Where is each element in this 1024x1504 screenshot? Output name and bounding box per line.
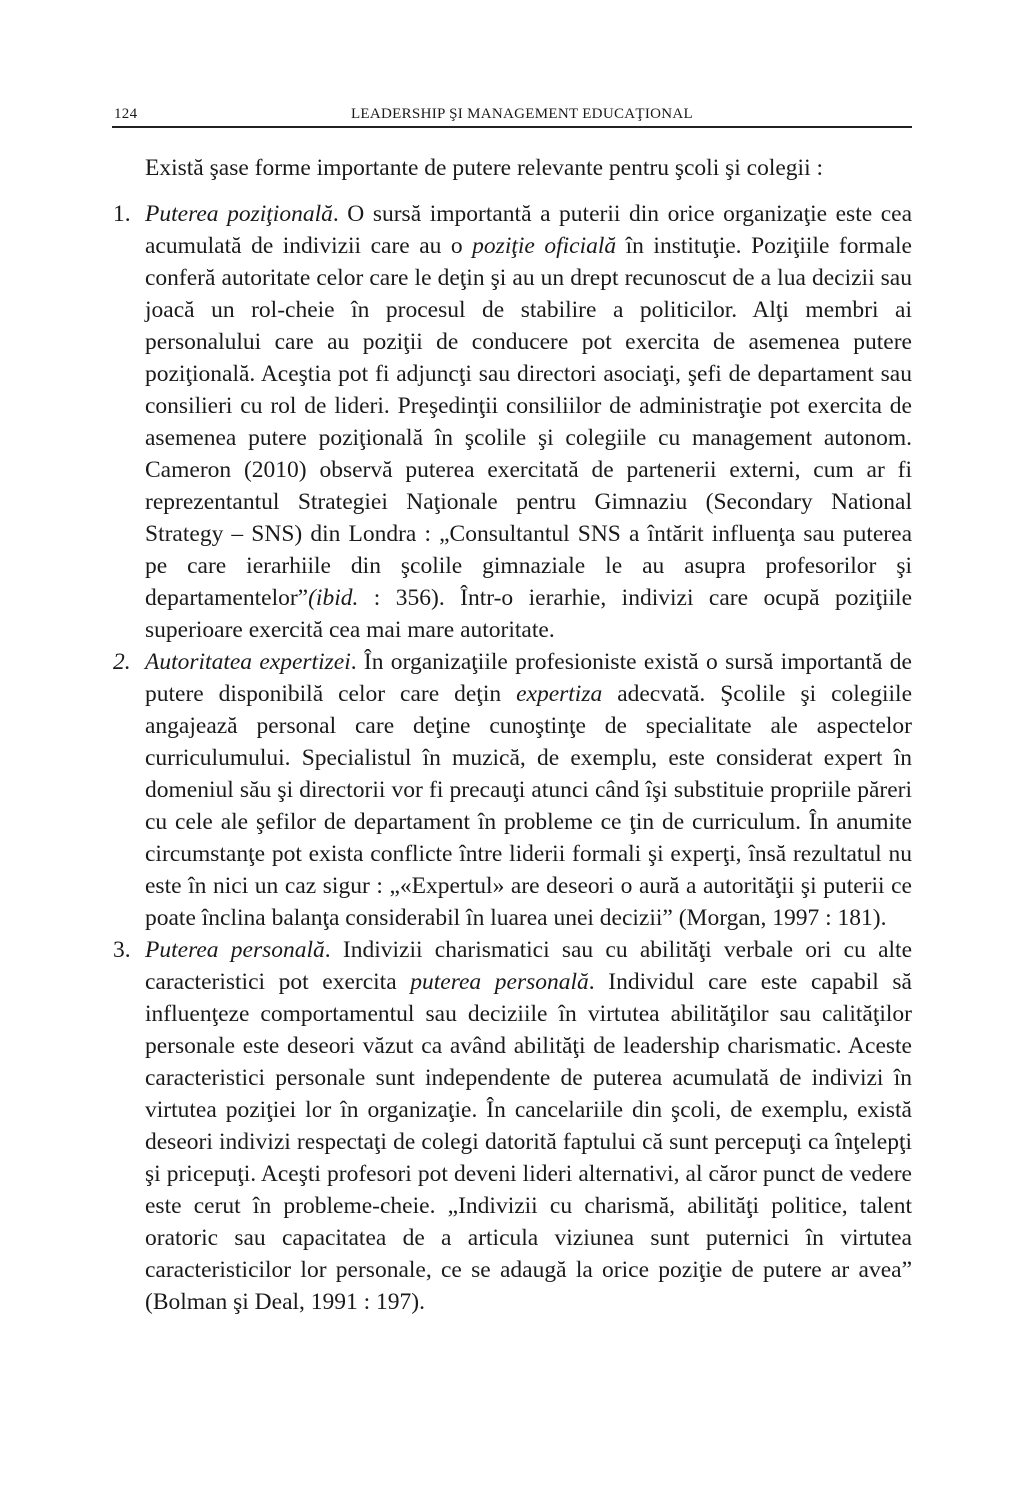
- item-number: 2.: [113, 649, 131, 675]
- page-number: 124: [114, 106, 138, 122]
- item-title: Autoritatea expertizei: [145, 649, 351, 675]
- intro-paragraph: Există şase forme importante de putere relevante pentru şcoli şi colegii :: [145, 155, 824, 181]
- text-run: . Individul care este capabil să influenţeze comportamentul sau deciziile în virtutea abilităţilor sau calităţilor personale este deseori văzut ca având abilităţi de leadership charismatic. Aceste caracteristici personale sunt independente de puterea acumulată de indivizi în virtutea poziţiei lor în organizaţie. În cancelariile din şcoli, de exemplu, există deseori indivizi respectaţi de colegi datorită faptului că sunt percepuţi ca înţelepţi şi pricepuţi. Aceşti profesori pot deveni lideri alternativi, al căror punct de vedere este cerut în probleme-cheie. „Indivizii cu charismă, abilităţi politice, talent oratoric sau capacitatea de a articula viziunea sunt puternici în virtutea caracteristicilor lor personale, ce se adaugă la orice poziţie de putere ar avea” (Bolman şi Deal, 1991 : 197).: [145, 969, 912, 1315]
- running-title: LEADERSHIP ŞI MANAGEMENT EDUCAŢIONAL: [350, 106, 694, 122]
- italic-phrase: poziţie oficială: [472, 233, 617, 259]
- text-run: : 356). Într-o ierarhie, indivizi care ocupă poziţiile superioare exercită cea mai mare autoritate.: [145, 585, 912, 643]
- item-body: [145, 201, 912, 643]
- italic-phrase: puterea personală: [410, 969, 589, 995]
- item-body: [145, 937, 912, 1315]
- list-item-positional-power: [112, 198, 912, 646]
- text-run: . Indivizii charismatici sau cu abilităţi verbale ori cu alte caracteristici pot exercita: [145, 937, 912, 995]
- italic-phrase: (ibid.: [308, 585, 359, 611]
- text-run: în instituţie. Poziţiile formale conferă autoritate celor care le deţin şi au un drept recunoscut de a lua decizii sau joacă un rol-cheie în procesul de stabilire a politicilor. Alţi membri ai personalului care au poziţii de conducere pot exercita de asemenea putere poziţională. Aceştia pot fi adjuncţi sau directori asociaţi, şefi de departament sau consilieri cu rol de lideri. Preşedinţii consiliilor de administraţie pot exercita de asemenea putere poziţională în şcolile şi colegiile cu management autonom. Cameron (2010) observă puterea exercitată de partenerii externi, cum ar fi reprezentantul Strategiei Naţionale pentru Gimnaziu (Secondary National Strategy – SNS) din Londra : „Consultantul SNS a întărit influenţa sau puterea pe care ierarhiile din şcolile gimnaziale le au asupra profesorilor şi departamentelor”: [145, 233, 912, 611]
- item-number: 1.: [113, 201, 131, 227]
- body-text: [112, 152, 912, 1318]
- power-forms-list: [112, 198, 912, 1318]
- item-title: Puterea poziţională: [145, 201, 333, 227]
- list-item-personal-power: [112, 934, 912, 1318]
- list-item-expertise-authority: [112, 646, 912, 934]
- item-body: [145, 649, 912, 931]
- text-run: . O sursă importantă a puterii din orice organizaţie este cea acumulată de indivizii care au o: [145, 201, 913, 259]
- italic-phrase: expertiza: [516, 681, 603, 707]
- book-page: [112, 100, 912, 1318]
- text-run: adecvată. Şcolile şi colegiile angajează personal care deţine cunoştinţe de specialitate ale aspectelor curriculumului. Specialistul în muzică, de exemplu, este considerat expert în domeniul său şi directorii vor fi precauţi atunci când îşi substituie propriile păreri cu cele ale şefilor de departament în probleme ce ţin de curriculum. În anumite circumstanţe pot exista conflicte între liderii formali şi experţi, însă rezultatul nu este în nici un caz sigur : „«Expertul» are deseori o aură a autorităţii şi puterii ce poate înclina balanţa considerabil în luarea unei decizii” (Morgan, 1997 : 181).: [145, 681, 912, 931]
- item-number: 3.: [113, 937, 131, 963]
- text-run: . În organizaţiile profesioniste există o sursă importantă de putere disponibilă celor care deţin: [145, 649, 912, 707]
- item-title: Puterea personală: [145, 937, 325, 963]
- running-header: [112, 100, 912, 128]
